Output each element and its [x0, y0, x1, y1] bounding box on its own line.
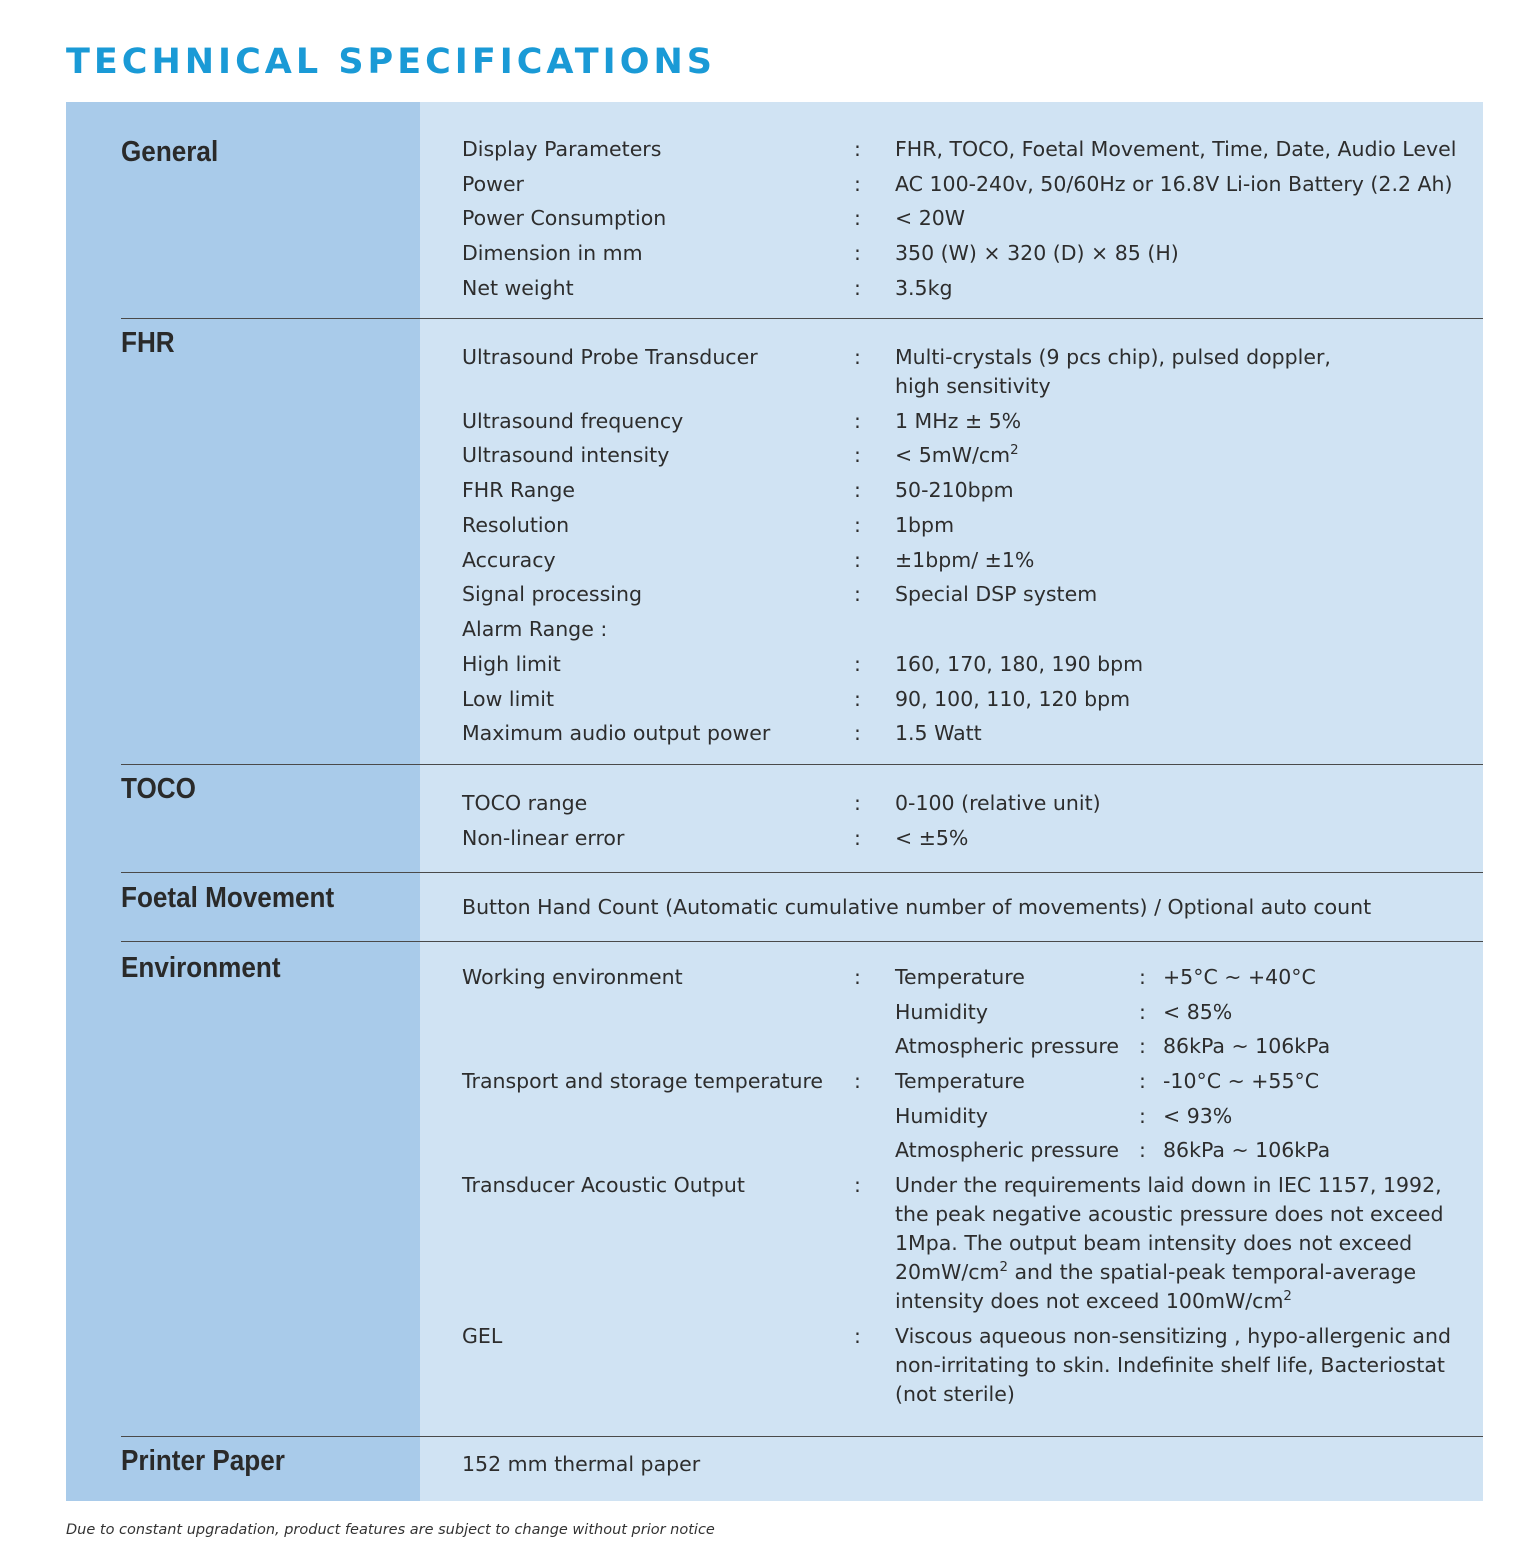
sub-value: < 93%	[1163, 1104, 1233, 1128]
superscript: 2	[1283, 1289, 1292, 1305]
separator: :	[854, 687, 861, 711]
spec-value: 3.5kg	[895, 276, 953, 300]
spec-label: Accuracy	[462, 548, 556, 572]
section-divider	[121, 764, 1483, 765]
separator: :	[854, 478, 861, 502]
section-title-foetal-movement: Foetal Movement	[121, 882, 335, 914]
section-title-environment: Environment	[121, 952, 281, 984]
spec-label: Working environment	[462, 965, 683, 989]
separator: :	[854, 409, 861, 433]
spec-value: 50-210bpm	[895, 478, 1014, 502]
spec-value-text: Under the requirements laid down in IEC 1157, 1992, the peak negative acoustic pressure does not exceed 1Mpa. The output beam intensity does not exceed 20mW/cm	[895, 1173, 1444, 1284]
sub-label: Temperature	[895, 965, 1025, 989]
spec-value: 0-100 (relative unit)	[895, 791, 1101, 815]
spec-value	[895, 1171, 1475, 1316]
spec-value: ±1bpm/ ±1%	[895, 548, 1035, 572]
separator: :	[1139, 1104, 1146, 1128]
separator: :	[854, 582, 861, 606]
spec-value-text: < 5mW/cm	[895, 443, 1011, 467]
separator: :	[1139, 1069, 1146, 1093]
spec-value: Multi-crystals (9 pcs chip), pulsed doppler, high sensitivity	[895, 345, 1331, 398]
section-title-toco: TOCO	[121, 773, 196, 805]
section-divider	[121, 941, 1483, 942]
separator: :	[854, 791, 861, 815]
spec-value: 1bpm	[895, 513, 955, 537]
spec-label: GEL	[462, 1324, 503, 1348]
separator: :	[854, 206, 861, 230]
spec-value: 90, 100, 110, 120 bpm	[895, 687, 1131, 711]
separator: :	[854, 826, 861, 850]
separator: :	[854, 721, 861, 745]
spec-value: 152 mm thermal paper	[462, 1452, 701, 1476]
sub-value: 86kPa ~ 106kPa	[1163, 1138, 1331, 1162]
superscript: 2	[1010, 443, 1019, 459]
sub-label: Humidity	[895, 1104, 988, 1128]
spec-value: Viscous aqueous non-sensitizing , hypo-allergenic and non-irritating to skin. Indefinite shelf life, Bacteriostat (not sterile)	[895, 1324, 1451, 1406]
spec-label: Low limit	[462, 687, 554, 711]
spec-label: Power Consumption	[462, 206, 667, 230]
spec-value: 160, 170, 180, 190 bpm	[895, 652, 1144, 676]
spec-label: Non-linear error	[462, 826, 625, 850]
separator: :	[854, 965, 861, 989]
separator: :	[854, 241, 861, 265]
separator: :	[1139, 1034, 1146, 1058]
spec-label: Display Parameters	[462, 137, 662, 161]
spec-label: Maximum audio output power	[462, 721, 771, 745]
spec-label: High limit	[462, 652, 561, 676]
spec-label: TOCO range	[462, 791, 588, 815]
separator: :	[854, 548, 861, 572]
spec-value: FHR, TOCO, Foetal Movement, Time, Date, Audio Level	[895, 137, 1457, 161]
spec-value: Button Hand Count (Automatic cumulative number of movements) / Optional auto count	[462, 895, 1372, 919]
sub-label: Atmospheric pressure	[895, 1034, 1119, 1058]
spec-label: Net weight	[462, 276, 574, 300]
spec-label: Ultrasound Probe Transducer	[462, 345, 758, 369]
separator: :	[854, 513, 861, 537]
separator: :	[854, 345, 861, 369]
spec-value: 1 MHz ± 5%	[895, 409, 1022, 433]
sub-value: < 85%	[1163, 1000, 1233, 1024]
spec-label: Resolution	[462, 513, 570, 537]
spec-table	[66, 102, 1483, 1501]
spec-label: Power	[462, 172, 524, 196]
section-divider	[121, 1436, 1483, 1437]
section-divider	[121, 318, 1483, 319]
section-title-general: General	[121, 136, 219, 168]
spec-label: Signal processing	[462, 582, 642, 606]
separator: :	[854, 1324, 861, 1348]
separator: :	[1139, 965, 1146, 989]
spec-label: FHR Range	[462, 478, 575, 502]
sub-value: +5°C ~ +40°C	[1163, 965, 1316, 989]
page-title: TECHNICAL SPECIFICATIONS	[66, 42, 716, 82]
footnote: Due to constant upgradation, product features are subject to change without prior notice	[66, 1522, 715, 1538]
section-title-printer-paper: Printer Paper	[121, 1445, 285, 1477]
separator: :	[854, 1173, 861, 1197]
spec-label: Transport and storage temperature	[462, 1069, 824, 1093]
separator: :	[854, 652, 861, 676]
spec-label: Ultrasound intensity	[462, 443, 670, 467]
sub-label: Temperature	[895, 1069, 1025, 1093]
sub-value: 86kPa ~ 106kPa	[1163, 1034, 1331, 1058]
section-divider	[121, 872, 1483, 873]
spec-value: AC 100-240v, 50/60Hz or 16.8V Li-ion Battery (2.2 Ah)	[895, 172, 1453, 196]
separator: :	[1139, 1138, 1146, 1162]
separator: :	[854, 443, 861, 467]
spec-value: < ±5%	[895, 826, 969, 850]
separator: :	[854, 137, 861, 161]
section-title-column	[66, 102, 420, 1501]
spec-label: Dimension in mm	[462, 241, 643, 265]
sub-label: Atmospheric pressure	[895, 1138, 1119, 1162]
spec-label: Ultrasound frequency	[462, 409, 684, 433]
spec-value: < 20W	[895, 206, 966, 230]
spec-value: 1.5 Watt	[895, 721, 982, 745]
spec-value	[895, 441, 1019, 470]
sub-label: Humidity	[895, 1000, 988, 1024]
spec-label: Transducer Acoustic Output	[462, 1173, 745, 1197]
section-title-fhr: FHR	[121, 327, 175, 359]
sub-value: -10°C ~ +55°C	[1163, 1069, 1320, 1093]
separator: :	[1139, 1000, 1146, 1024]
separator: :	[854, 172, 861, 196]
separator: :	[854, 276, 861, 300]
spec-value: 350 (W) × 320 (D) × 85 (H)	[895, 241, 1179, 265]
spec-value: Special DSP system	[895, 582, 1098, 606]
separator: :	[854, 1069, 861, 1093]
spec-value-text: and the spatial-peak temporal-average intensity does not exceed 100mW/cm	[895, 1260, 1417, 1313]
spec-label: Alarm Range :	[462, 617, 608, 641]
superscript: 2	[999, 1260, 1008, 1276]
